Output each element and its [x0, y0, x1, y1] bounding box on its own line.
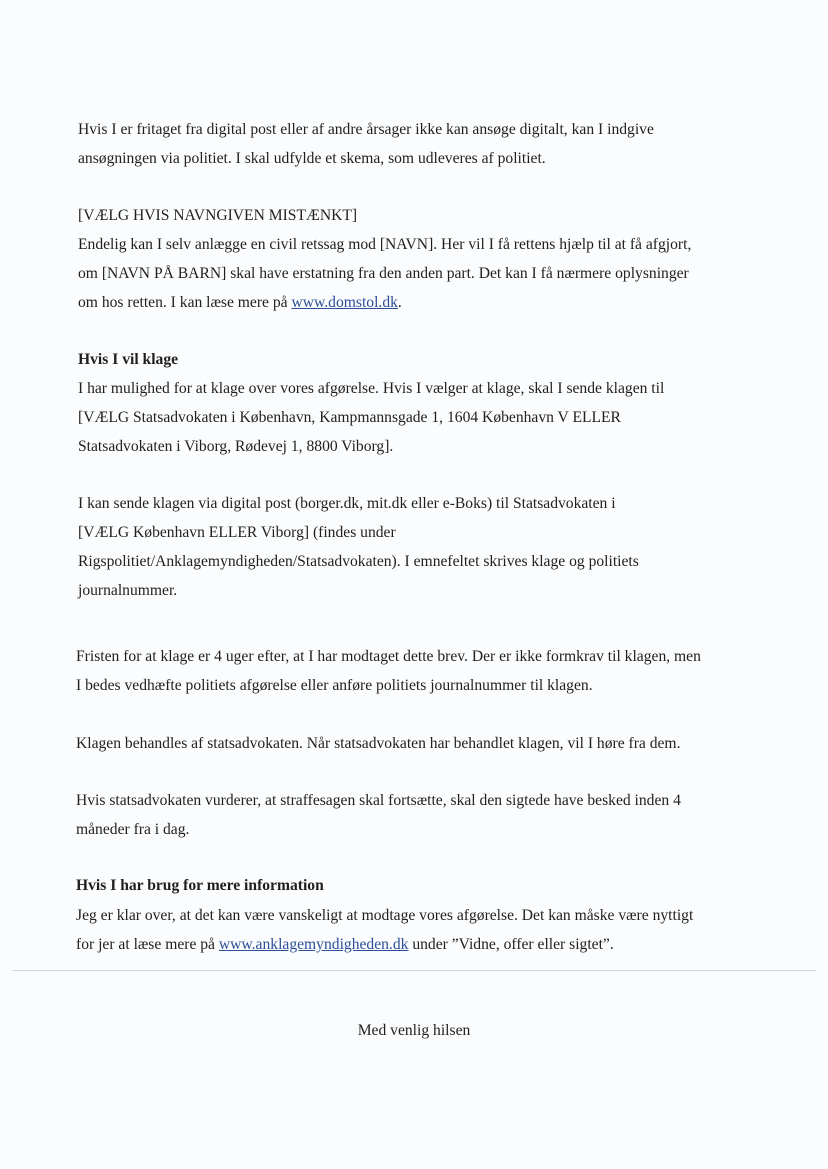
- text-span: .: [397, 294, 402, 311]
- paragraph-line: I bedes vedhæfte politiets afgørelse eller anføre politiets journalnummer til klagen.: [76, 677, 593, 694]
- paragraph-line: om [NAVN PÅ BARN] skal have erstatning fra den anden part. Det kan I få nærmere oplysninger: [78, 265, 689, 282]
- paragraph-line: Endelig kan I selv anlægge en civil retssag mod [NAVN]. Her vil I få rettens hjælp til at få afgjort,: [78, 236, 692, 253]
- paragraph-line: Klagen behandles af statsadvokaten. Når statsadvokaten har behandlet klagen, vil I høre fra dem.: [76, 735, 681, 752]
- section-heading-klage: Hvis I vil klage: [78, 351, 179, 368]
- page-divider: [12, 970, 816, 971]
- paragraph-line: ansøgningen via politiet. I skal udfylde et skema, som udleveres af politiet.: [78, 150, 546, 167]
- paragraph-line: Rigspolitiet/Anklagemyndigheden/Statsadvokaten). I emnefeltet skrives klage og politiets: [78, 553, 639, 570]
- paragraph-line: Fristen for at klage er 4 uger efter, at I har modtaget dette brev. Der er ikke formkrav til klagen, men: [76, 648, 701, 665]
- paragraph-line: [76, 935, 614, 955]
- paragraph-line: I kan sende klagen via digital post (borger.dk, mit.dk eller e-Boks) til Statsadvokaten i: [78, 495, 616, 512]
- anklagemyndigheden-link[interactable]: www.anklagemyndigheden.dk: [218, 936, 409, 953]
- closing-greeting: Med venlig hilsen: [357, 1022, 471, 1039]
- paragraph-line: Hvis I er fritaget fra digital post eller af andre årsager ikke kan ansøge digitalt, kan I indgive: [78, 121, 654, 138]
- text-span: om hos retten. I kan læse mere på: [78, 294, 292, 311]
- text-span: under ”Vidne, offer eller sigtet”.: [408, 936, 614, 953]
- paragraph-line: I har mulighed for at klage over vores afgørelse. Hvis I vælger at klage, skal I sende klagen til: [78, 380, 665, 397]
- paragraph-line: Jeg er klar over, at det kan være vanskeligt at modtage vores afgørelse. Det kan måske være nyttigt: [76, 907, 694, 924]
- domstol-link[interactable]: www.domstol.dk: [291, 294, 398, 311]
- paragraph-line: Statsadvokaten i Viborg, Rødevej 1, 8800 Viborg].: [78, 438, 394, 455]
- placeholder-tag: [VÆLG HVIS NAVNGIVEN MISTÆNKT]: [78, 207, 358, 224]
- paragraph-line: måneder fra i dag.: [76, 821, 190, 838]
- section-heading-info: Hvis I har brug for mere information: [76, 877, 324, 894]
- text-span: for jer at læse mere på: [76, 936, 219, 953]
- paragraph-line: [78, 293, 402, 313]
- paragraph-line: [VÆLG Statsadvokaten i København, Kampmannsgade 1, 1604 København V ELLER: [78, 409, 621, 426]
- paragraph-line: [VÆLG København ELLER Viborg] (findes under: [78, 524, 396, 541]
- paragraph-line: journalnummer.: [78, 582, 178, 599]
- paragraph-line: Hvis statsadvokaten vurderer, at straffesagen skal fortsætte, skal den sigtede have besked inden 4: [76, 792, 681, 809]
